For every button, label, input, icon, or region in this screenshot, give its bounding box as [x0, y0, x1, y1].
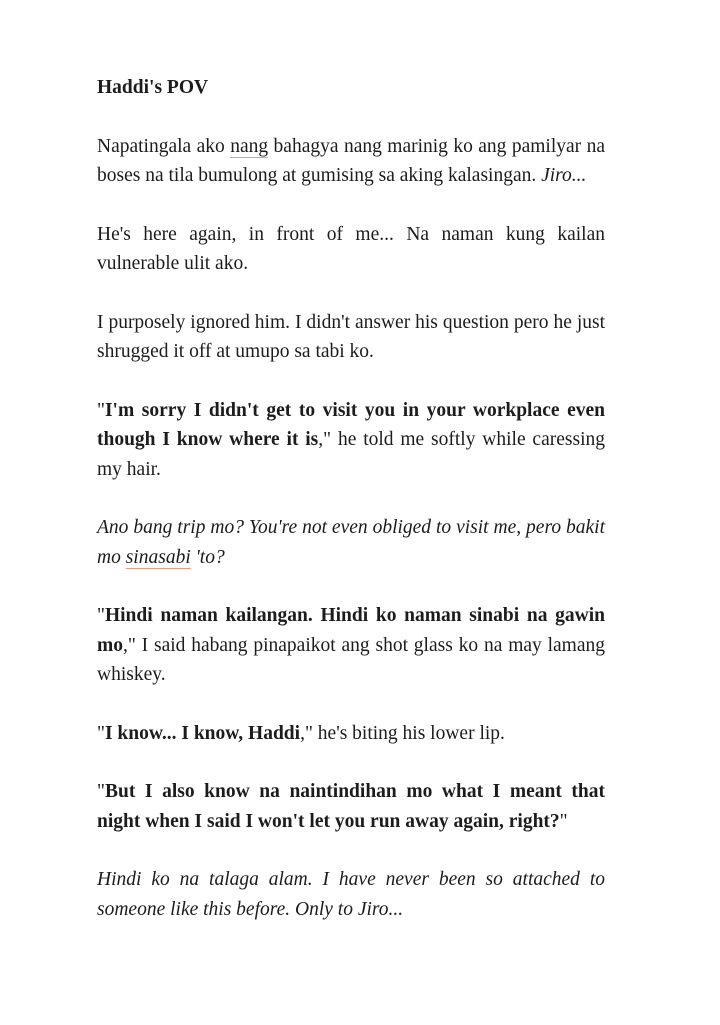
- p1-text-c: bahagya nang marinig ko ang pamilyar na boses na tila bumulong at gumising sa aking kalasingan.: [97, 135, 605, 186]
- p6-speech: Hindi naman kailangan. Hindi ko naman sinabi na gawin mo: [97, 605, 605, 656]
- p4-speech: I'm sorry I didn't get to visit you in your workplace even though I know where it is: [97, 399, 605, 450]
- paragraph-9-inner-thought: Hindi ko na talaga alam. I have never been so attached to someone like this before. Only to Jiro...: [97, 869, 605, 920]
- p1-text-a: Napatingala ako: [97, 135, 231, 157]
- p7-narration: ," he's biting his lower lip.: [300, 722, 505, 744]
- p1-underlined-word: nang: [230, 135, 269, 157]
- p7-open-quote: ": [97, 722, 105, 744]
- p6-narration: ," I said habang pinapaikot ang shot glass ko na may lamang whiskey.: [97, 634, 605, 685]
- p7-speech: I know... I know, Haddi: [104, 722, 301, 744]
- p4-open-quote: ": [97, 399, 105, 421]
- paragraph-5-inner-thought: [97, 513, 605, 572]
- p5-text-c: 'to?: [190, 546, 225, 568]
- paragraph-6-dialogue: [97, 601, 605, 690]
- p5-text-a: Ano bang trip mo? You're not even obliged to visit me, pero bakit mo: [97, 517, 605, 568]
- p1-italic-name: Jiro...: [541, 165, 587, 186]
- paragraph-2: He's here again, in front of me... Na naman kung kailan vulnerable ulit ako.: [97, 223, 605, 274]
- p6-open-quote: ": [97, 605, 105, 626]
- p4-narration: ," he told me softly while caressing my hair.: [97, 429, 605, 480]
- chapter-heading: Haddi's POV: [97, 77, 209, 98]
- paragraph-4-dialogue: [97, 396, 605, 485]
- paragraph-1: [97, 132, 605, 191]
- paragraph-7-dialogue: [97, 719, 605, 749]
- p8-speech: But I also know na naintindihan mo what I meant that night when I said I won't let you run away again, right?: [97, 781, 605, 832]
- paragraph-3: I purposely ignored him. I didn't answer his question pero he just shrugged it off at umupo sa tabi ko.: [97, 311, 605, 362]
- paragraph-8-dialogue: [97, 777, 605, 836]
- story-page: [97, 73, 605, 953]
- p8-close-quote: ": [559, 810, 568, 832]
- p8-open-quote: ": [97, 781, 105, 802]
- p5-underlined-word: sinasabi: [125, 546, 191, 568]
